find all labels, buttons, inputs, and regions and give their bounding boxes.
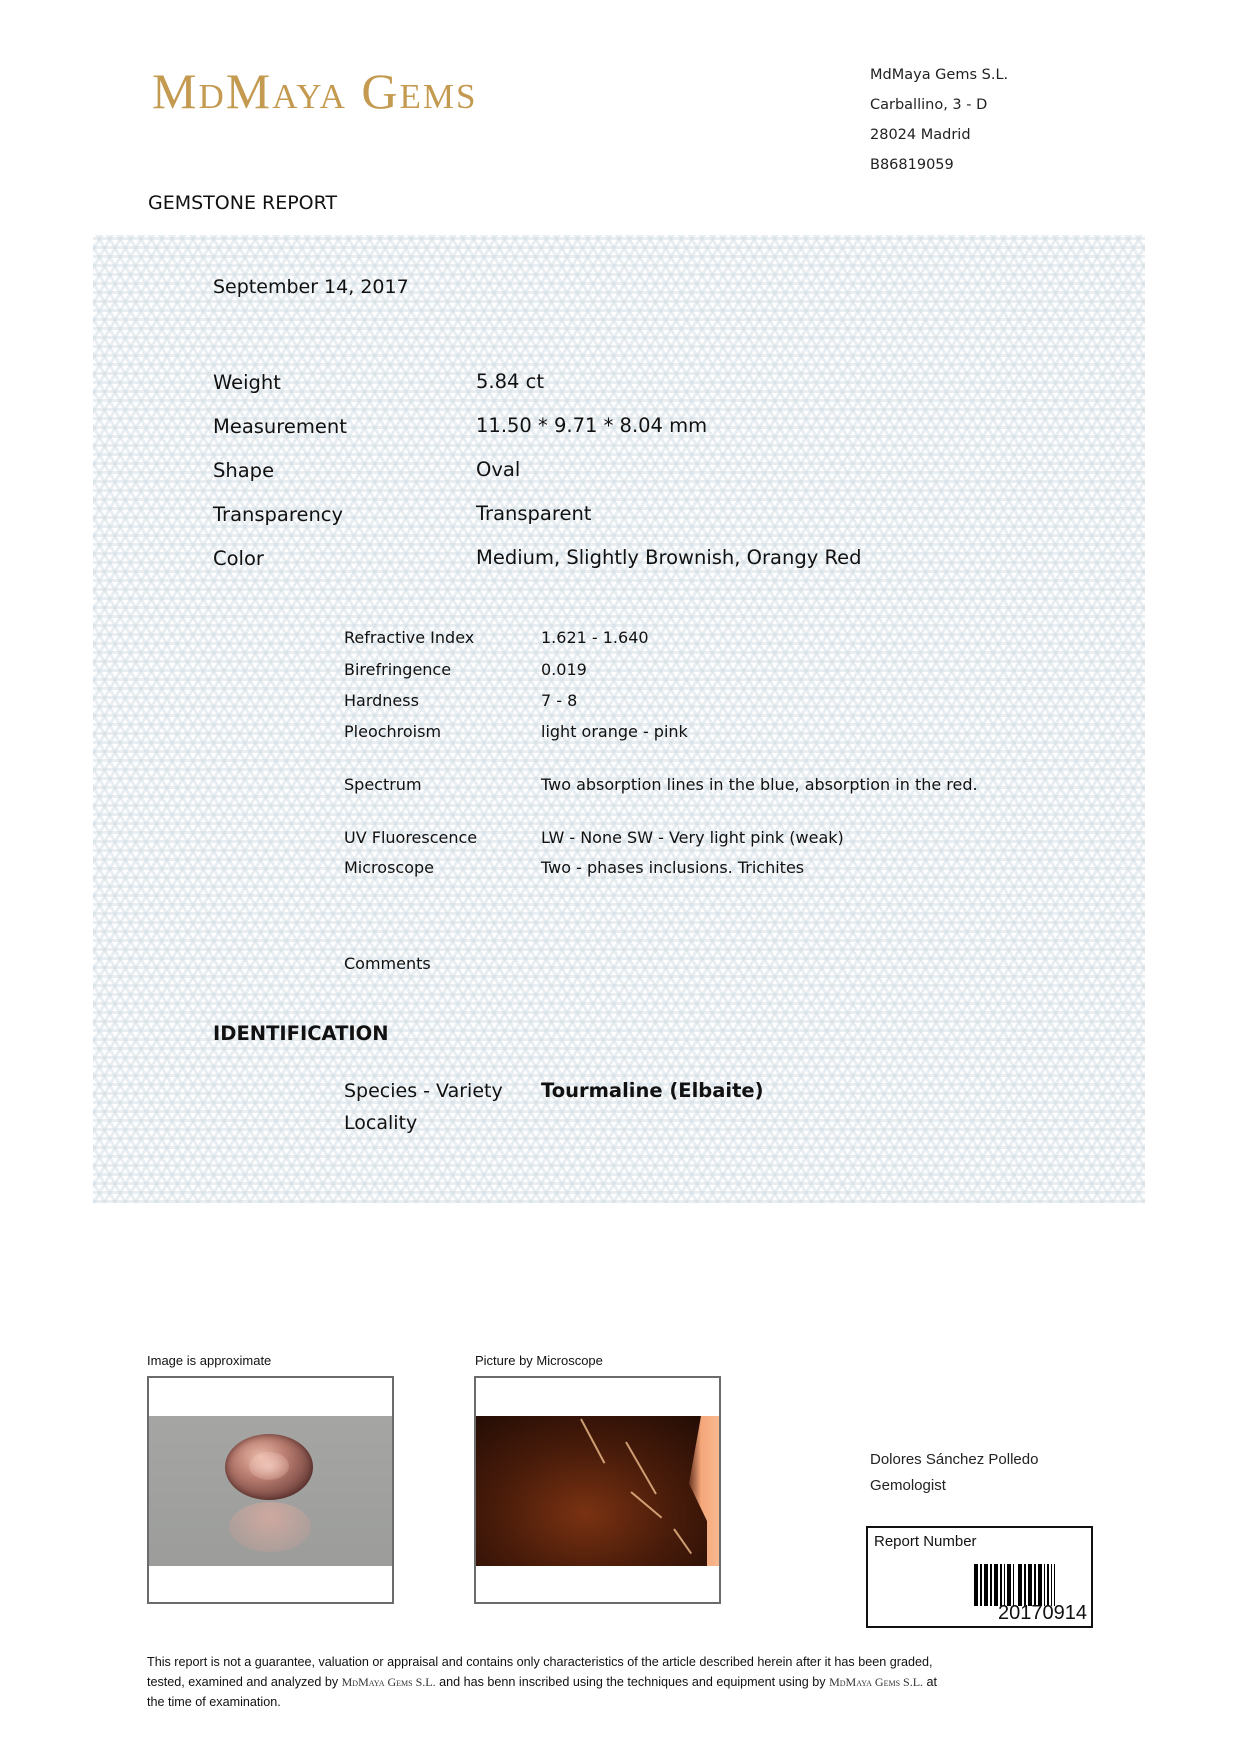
trichite-inclusion: [630, 1491, 662, 1518]
spectrum-label: Spectrum: [344, 775, 422, 794]
species-variety-label: Species - Variety: [344, 1080, 503, 1102]
address-tax-id: B86819059: [870, 157, 954, 173]
disclaimer: [147, 1652, 937, 1712]
microscope-photo: [476, 1416, 719, 1566]
gemologist-title: Gemologist: [870, 1477, 946, 1494]
address-city: 28024 Madrid: [870, 127, 971, 143]
refractive-index-value: 1.621 - 1.640: [541, 628, 649, 647]
shape-value: Oval: [476, 458, 521, 481]
company-logo: MdMaya Gems: [152, 63, 478, 119]
pleochroism-label: Pleochroism: [344, 722, 442, 741]
gem-image-caption: Image is approximate: [147, 1353, 272, 1368]
disclaimer-text: and has benn inscribed using the techniques and equipment using by: [435, 1675, 830, 1689]
identification-heading: IDENTIFICATION: [213, 1022, 389, 1045]
disclaimer-text: tested, examined and analyzed by: [147, 1675, 342, 1689]
comments-label: Comments: [344, 954, 431, 973]
company-name-smallcaps: MdMaya Gems S.L.: [829, 1675, 924, 1689]
color-label: Color: [213, 547, 264, 570]
gemologist-signature: [870, 1451, 1038, 1503]
pleochroism-value: light orange - pink: [541, 722, 688, 741]
uv-fluorescence-value: LW - None SW - Very light pink (weak): [541, 828, 844, 847]
uv-fluorescence-label: UV Fluorescence: [344, 828, 478, 847]
refractive-index-label: Refractive Index: [344, 628, 475, 647]
report-date: September 14, 2017: [213, 276, 409, 298]
report-number-box: [866, 1526, 1093, 1628]
measurement-value: 11.50 * 9.71 * 8.04 mm: [476, 414, 708, 437]
spectrum-value: Two absorption lines in the blue, absorption in the red.: [541, 775, 978, 794]
microscope-image-caption: Picture by Microscope: [475, 1353, 603, 1368]
hardness-label: Hardness: [344, 691, 419, 710]
transparency-label: Transparency: [213, 503, 344, 526]
microscope-image-frame: [474, 1376, 721, 1604]
company-address: [870, 64, 1008, 184]
barcode-icon: [974, 1564, 1084, 1606]
color-value: Medium, Slightly Brownish, Orangy Red: [476, 546, 862, 569]
shape-label: Shape: [213, 459, 275, 482]
hardness-value: 7 - 8: [541, 691, 578, 710]
disclaimer-line-2: [147, 1672, 937, 1692]
disclaimer-line-3: the time of examination.: [147, 1695, 281, 1709]
transparency-value: Transparent: [476, 502, 592, 525]
address-company-name: MdMaya Gems S.L.: [870, 67, 1009, 83]
species-variety-value: Tourmaline (Elbaite): [541, 1079, 764, 1102]
microscope-label: Microscope: [344, 858, 434, 877]
gem-reflection: [229, 1502, 311, 1552]
company-name-smallcaps: MdMaya Gems S.L.: [341, 1675, 436, 1689]
trichite-inclusion: [673, 1528, 692, 1554]
report-title: GEMSTONE REPORT: [148, 192, 338, 214]
birefringence-label: Birefringence: [344, 660, 452, 679]
trichite-inclusion: [580, 1419, 605, 1464]
trichite-inclusion: [625, 1442, 657, 1495]
report-number-label: Report Number: [874, 1533, 977, 1550]
report-number-value: 20170914: [998, 1602, 1087, 1624]
disclaimer-text: at: [923, 1675, 938, 1689]
bright-facet: [689, 1416, 719, 1566]
address-street: Carballino, 3 - D: [870, 97, 988, 113]
gem-highlight: [249, 1452, 289, 1480]
gemologist-name: Dolores Sánchez Polledo: [870, 1451, 1039, 1468]
disclaimer-line-1: This report is not a guarantee, valuation or appraisal and contains only characteristics of the article described herein after it has been graded,: [147, 1655, 933, 1669]
locality-label: Locality: [344, 1112, 418, 1134]
birefringence-value: 0.019: [541, 660, 587, 679]
gem-photo: [149, 1416, 392, 1566]
weight-label: Weight: [213, 371, 281, 394]
gem-image-frame: [147, 1376, 394, 1604]
measurement-label: Measurement: [213, 415, 347, 438]
weight-value: 5.84 ct: [476, 370, 544, 393]
microscope-value: Two - phases inclusions. Trichites: [541, 858, 805, 877]
